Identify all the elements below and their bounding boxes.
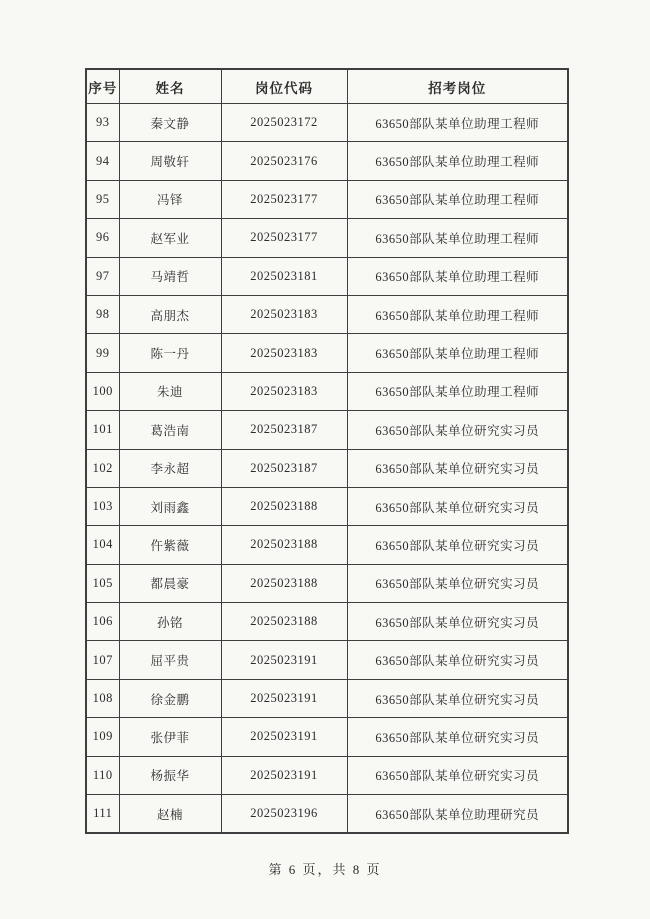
column-header: 序号: [86, 69, 119, 104]
name-cell: 孙铭: [119, 603, 221, 641]
position-title-cell: 63650部队某单位助理工程师: [347, 219, 568, 257]
table-row: [86, 257, 568, 295]
position-code-cell: 2025023196: [221, 795, 347, 834]
column-header: 岗位代码: [221, 69, 347, 104]
row-number-cell: 103: [86, 487, 119, 525]
position-code-cell: 2025023187: [221, 411, 347, 449]
row-number-cell: 99: [86, 334, 119, 372]
name-cell: 张伊菲: [119, 718, 221, 756]
name-cell: 赵军业: [119, 219, 221, 257]
position-code-cell: 2025023191: [221, 718, 347, 756]
table-row: [86, 295, 568, 333]
position-title-cell: 63650部队某单位研究实习员: [347, 449, 568, 487]
row-number-cell: 101: [86, 411, 119, 449]
position-title-cell: 63650部队某单位研究实习员: [347, 756, 568, 794]
position-title-cell: 63650部队某单位研究实习员: [347, 487, 568, 525]
name-cell: 秦文静: [119, 104, 221, 142]
position-code-cell: 2025023188: [221, 564, 347, 602]
position-title-cell: 63650部队某单位研究实习员: [347, 641, 568, 679]
position-code-cell: 2025023191: [221, 641, 347, 679]
table-row: [86, 603, 568, 641]
table-row: [86, 334, 568, 372]
position-title-cell: 63650部队某单位助理工程师: [347, 372, 568, 410]
column-header: 姓名: [119, 69, 221, 104]
row-number-cell: 110: [86, 756, 119, 794]
position-code-cell: 2025023176: [221, 142, 347, 180]
position-code-cell: 2025023187: [221, 449, 347, 487]
position-title-cell: 63650部队某单位研究实习员: [347, 564, 568, 602]
row-number-cell: 108: [86, 679, 119, 717]
table-row: [86, 487, 568, 525]
position-code-cell: 2025023183: [221, 372, 347, 410]
name-cell: 仵紫薇: [119, 526, 221, 564]
table-row: [86, 795, 568, 834]
name-cell: 周敬轩: [119, 142, 221, 180]
position-code-cell: 2025023177: [221, 219, 347, 257]
table-row: [86, 526, 568, 564]
page-number-footer: 第 6 页，共 8 页: [268, 862, 382, 877]
row-number-cell: 105: [86, 564, 119, 602]
table-row: [86, 718, 568, 756]
position-title-cell: 63650部队某单位助理研究员: [347, 795, 568, 834]
position-code-cell: 2025023172: [221, 104, 347, 142]
row-number-cell: 94: [86, 142, 119, 180]
table-row: [86, 564, 568, 602]
table-row: [86, 756, 568, 794]
name-cell: 都晨豪: [119, 564, 221, 602]
position-title-cell: 63650部队某单位助理工程师: [347, 180, 568, 218]
position-code-cell: 2025023188: [221, 487, 347, 525]
position-code-cell: 2025023191: [221, 679, 347, 717]
table-row: [86, 219, 568, 257]
row-number-cell: 102: [86, 449, 119, 487]
row-number-cell: 96: [86, 219, 119, 257]
candidate-roster-table: [85, 68, 569, 834]
table-row: [86, 142, 568, 180]
position-title-cell: 63650部队某单位研究实习员: [347, 679, 568, 717]
table-row: [86, 449, 568, 487]
row-number-cell: 111: [86, 795, 119, 834]
row-number-cell: 109: [86, 718, 119, 756]
name-cell: 杨振华: [119, 756, 221, 794]
position-title-cell: 63650部队某单位助理工程师: [347, 104, 568, 142]
position-code-cell: 2025023183: [221, 334, 347, 372]
position-code-cell: 2025023188: [221, 603, 347, 641]
row-number-cell: 97: [86, 257, 119, 295]
name-cell: 冯铎: [119, 180, 221, 218]
row-number-cell: 106: [86, 603, 119, 641]
position-title-cell: 63650部队某单位研究实习员: [347, 411, 568, 449]
name-cell: 赵楠: [119, 795, 221, 834]
name-cell: 屈平贵: [119, 641, 221, 679]
name-cell: 马靖哲: [119, 257, 221, 295]
name-cell: 高朋杰: [119, 295, 221, 333]
position-code-cell: 2025023181: [221, 257, 347, 295]
row-number-cell: 100: [86, 372, 119, 410]
name-cell: 刘雨鑫: [119, 487, 221, 525]
position-code-cell: 2025023177: [221, 180, 347, 218]
position-title-cell: 63650部队某单位研究实习员: [347, 603, 568, 641]
position-title-cell: 63650部队某单位研究实习员: [347, 526, 568, 564]
position-title-cell: 63650部队某单位助理工程师: [347, 142, 568, 180]
table-row: [86, 104, 568, 142]
position-code-cell: 2025023191: [221, 756, 347, 794]
row-number-cell: 95: [86, 180, 119, 218]
column-header: 招考岗位: [347, 69, 568, 104]
name-cell: 徐金鹏: [119, 679, 221, 717]
row-number-cell: 107: [86, 641, 119, 679]
position-title-cell: 63650部队某单位助理工程师: [347, 334, 568, 372]
table-header-row: [86, 69, 568, 104]
row-number-cell: 93: [86, 104, 119, 142]
table-row: [86, 679, 568, 717]
position-code-cell: 2025023183: [221, 295, 347, 333]
name-cell: 陈一丹: [119, 334, 221, 372]
table-row: [86, 641, 568, 679]
name-cell: 李永超: [119, 449, 221, 487]
row-number-cell: 104: [86, 526, 119, 564]
table-row: [86, 372, 568, 410]
name-cell: 葛浩南: [119, 411, 221, 449]
position-title-cell: 63650部队某单位助理工程师: [347, 295, 568, 333]
position-title-cell: 63650部队某单位研究实习员: [347, 718, 568, 756]
table-row: [86, 411, 568, 449]
position-code-cell: 2025023188: [221, 526, 347, 564]
name-cell: 朱迪: [119, 372, 221, 410]
row-number-cell: 98: [86, 295, 119, 333]
table-row: [86, 180, 568, 218]
position-title-cell: 63650部队某单位助理工程师: [347, 257, 568, 295]
